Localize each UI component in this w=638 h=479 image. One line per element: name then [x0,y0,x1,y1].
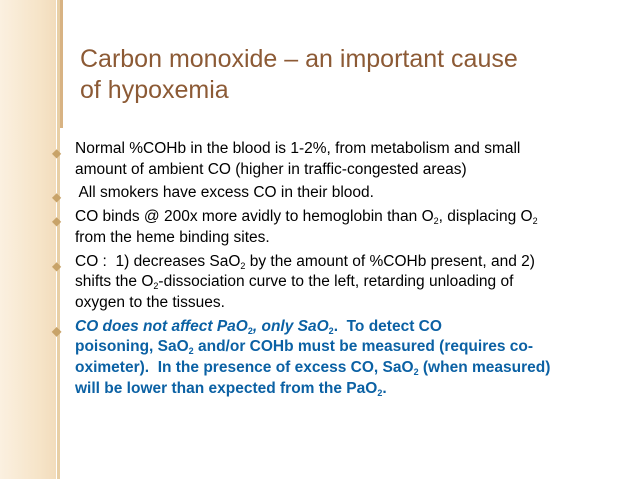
diamond-bullet-icon: ◆ [52,190,62,205]
bullet-text: . [382,379,387,397]
diamond-bullet-icon: ◆ [52,214,62,229]
bullet-text: -dissociation curve to the left, retarding unloading of [158,273,514,291]
bullet-text-line: amount of ambient CO (higher in traffic-congested areas) [75,160,467,178]
bullet-text: . [333,317,338,335]
bullet-text: shifts the O [75,273,154,291]
title-line-1: Carbon monoxide – an important cause [80,45,518,73]
bullet-text-line: All smokers have excess CO in their blood. [75,184,374,202]
bullet-text: (when measured) [418,359,551,377]
italic-text: , only SaO [252,317,329,335]
subscript: 2 [240,260,246,271]
subscript: 2 [188,346,194,357]
bullet-text: from the heme binding sites. [75,228,270,246]
bullet-text: CO : 1) decreases SaO [75,252,241,270]
bullet-text: and/or COHb must be measured (requires co- [193,338,534,356]
bullet-text: poisoning, SaO [75,338,189,356]
bullet-item-co-binds [52,207,632,248]
bullet-item-smokers [52,183,632,204]
title-line-2: of hypoxemia [80,76,229,104]
title-accent-rule [60,0,63,128]
subscript: 2 [532,216,538,227]
bullet-text: by the amount of %COHb present, and 2) [245,252,535,270]
subscript: 2 [413,367,419,378]
bullet-text: , displacing O [438,208,533,226]
diamond-bullet-icon: ◆ [52,258,62,273]
left-decorative-bar [0,0,56,479]
bullet-item-pao2-note [52,317,632,400]
bullet-text: oxygen to the tissues. [75,293,225,311]
subscript: 2 [247,325,253,336]
subscript: 2 [153,281,159,292]
bullet-text-line: Normal %COHb in the blood is 1-2%, from metabolism and small [75,140,521,157]
bullet-list [52,139,632,402]
bullet-text: To detect CO [338,317,442,335]
diamond-bullet-icon: ◆ [52,323,62,338]
bullet-text: will be lower than expected from the PaO [75,379,378,397]
bullet-item-normal-cohb [52,139,632,180]
italic-text: CO does not affect PaO [75,317,248,335]
bullet-text: oximeter). In the presence of excess CO, SaO [75,359,414,377]
bullet-item-co-effects [52,252,632,314]
subscript: 2 [433,216,439,227]
slide-title [80,44,620,106]
subscript: 2 [377,387,383,398]
bullet-text: CO binds @ 200x more avidly to hemoglobin than O [75,208,434,226]
subscript: 2 [328,325,334,336]
diamond-bullet-icon: ◆ [52,146,62,160]
